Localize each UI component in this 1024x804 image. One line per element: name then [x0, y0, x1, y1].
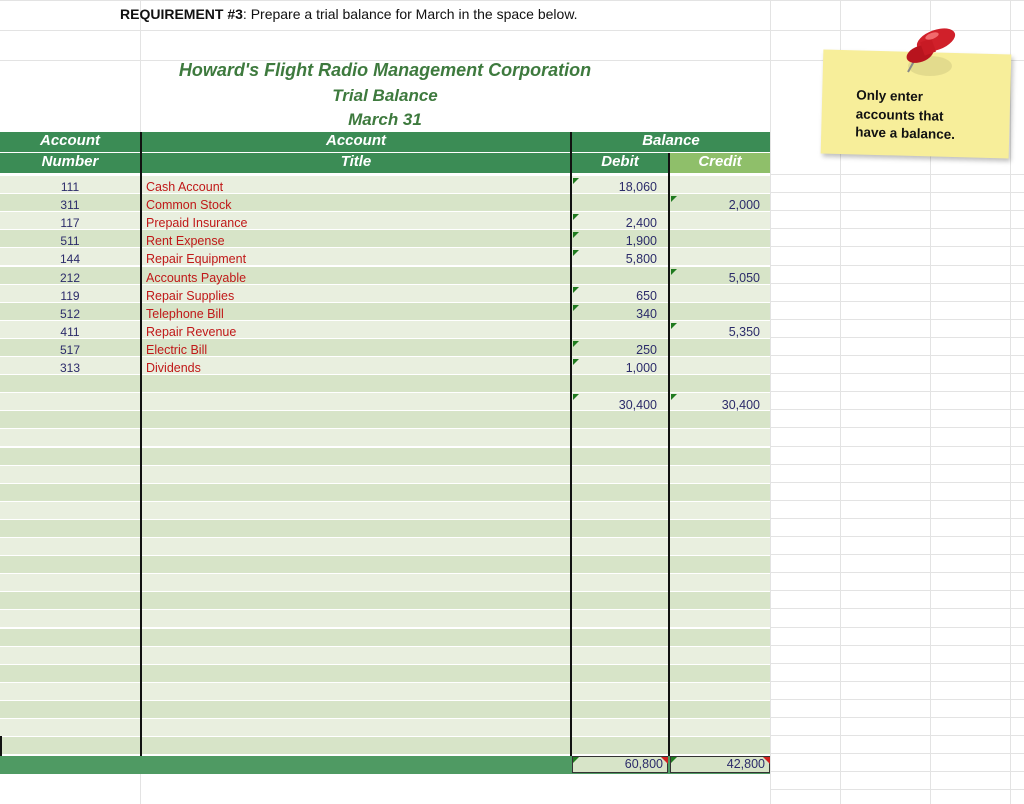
table-row-band[interactable] — [0, 520, 770, 537]
debit-cell[interactable]: 650 — [636, 288, 657, 303]
account-title-cell[interactable]: Repair Supplies — [146, 288, 235, 303]
comment-marker — [573, 359, 579, 365]
comment-marker — [573, 757, 579, 763]
comment-marker — [671, 394, 677, 400]
table-row-band[interactable] — [0, 574, 770, 591]
debit-cell[interactable]: 2,400 — [625, 216, 657, 231]
table-row-band[interactable] — [0, 375, 770, 392]
table-row-band[interactable] — [0, 194, 770, 211]
debit-total[interactable]: 60,800 — [572, 756, 668, 773]
comment-marker — [573, 178, 579, 184]
debit-subtotal[interactable]: 30,400 — [618, 398, 657, 412]
table-row-band[interactable] — [0, 701, 770, 718]
account-title-cell[interactable]: Rent Expense — [146, 234, 225, 249]
account-number-header-bottom: Number — [0, 153, 140, 173]
company-name: Howard's Flight Radio Management Corporation — [178, 60, 592, 80]
credit-header: Credit — [670, 153, 770, 173]
table-row-band[interactable] — [0, 267, 770, 284]
account-title-header-top: Account — [142, 132, 570, 152]
comment-marker — [573, 305, 579, 311]
debit-cell[interactable]: 340 — [636, 306, 657, 321]
account-title-cell[interactable]: Electric Bill — [146, 342, 208, 357]
table-row-band[interactable] — [0, 448, 770, 465]
note-line-2: accounts that — [855, 105, 944, 124]
column-divider — [570, 132, 572, 774]
account-number-cell[interactable]: 144 — [59, 252, 81, 267]
table-row-band[interactable] — [0, 610, 770, 627]
report-date: March 31 — [348, 110, 422, 129]
comment-marker — [573, 287, 579, 293]
error-marker — [763, 757, 770, 764]
account-number-cell[interactable]: 212 — [59, 270, 81, 285]
account-title-cell[interactable]: Repair Revenue — [146, 324, 237, 339]
requirement-text — [120, 6, 578, 22]
account-title-cell[interactable]: Telephone Bill — [146, 306, 224, 321]
credit-cell[interactable]: 5,050 — [728, 270, 760, 285]
table-row-band[interactable] — [0, 683, 770, 700]
credit-cell[interactable]: 5,350 — [728, 324, 760, 339]
account-number-cell[interactable]: 313 — [59, 361, 81, 375]
debit-cell[interactable]: 1,000 — [625, 361, 657, 375]
cell-cursor-edge — [0, 736, 2, 756]
credit-total[interactable]: 42,800 — [670, 756, 770, 773]
pushpin-icon — [890, 26, 970, 86]
table-row-band[interactable] — [0, 466, 770, 483]
comment-marker — [671, 757, 677, 763]
account-number-cell[interactable]: 511 — [60, 234, 80, 249]
debit-cell[interactable]: 5,800 — [625, 252, 657, 267]
account-title-cell[interactable]: Common Stock — [146, 198, 232, 213]
account-number-cell[interactable]: 111 — [60, 180, 80, 194]
comment-marker — [573, 341, 579, 347]
column-divider — [668, 153, 670, 774]
account-number-cell[interactable]: 517 — [59, 342, 81, 357]
sticky-note-text — [855, 86, 956, 144]
account-title-cell[interactable]: Dividends — [146, 361, 201, 375]
table-row-band[interactable] — [0, 629, 770, 646]
account-number-cell[interactable]: 311 — [60, 198, 80, 213]
comment-marker — [671, 196, 677, 202]
balance-header: Balance — [572, 132, 770, 152]
report-title: Trial Balance — [332, 86, 438, 105]
credit-cell[interactable]: 2,000 — [728, 198, 760, 213]
table-row-band[interactable] — [0, 538, 770, 555]
comment-marker — [573, 250, 579, 256]
account-title-cell[interactable]: Prepaid Insurance — [146, 216, 248, 231]
table-row-band[interactable] — [0, 592, 770, 609]
table-row-band[interactable] — [0, 502, 770, 519]
comment-marker — [671, 323, 677, 329]
account-number-cell[interactable]: 411 — [60, 324, 80, 339]
table-row-band[interactable] — [0, 556, 770, 573]
requirement-instruction: : Prepare a trial balance for March in the space below. — [242, 6, 578, 22]
account-title-header-bottom: Title — [142, 153, 570, 173]
comment-marker — [573, 214, 579, 220]
account-number-cell[interactable]: 117 — [60, 216, 80, 231]
table-row-band[interactable] — [0, 665, 770, 682]
comment-marker — [573, 232, 579, 238]
account-number-header-top: Account — [0, 132, 140, 152]
debit-cell[interactable]: 18,060 — [618, 180, 657, 194]
column-divider — [140, 132, 142, 774]
debit-header: Debit — [572, 153, 668, 173]
table-row-band[interactable] — [0, 411, 770, 428]
comment-marker — [671, 269, 677, 275]
account-title-cell[interactable]: Cash Account — [146, 180, 224, 194]
table-row-band[interactable] — [0, 484, 770, 501]
account-number-cell[interactable]: 512 — [59, 306, 81, 321]
table-row-band[interactable] — [0, 321, 770, 338]
table-row-band[interactable] — [0, 647, 770, 664]
credit-subtotal[interactable]: 30,400 — [721, 398, 760, 412]
table-row-band[interactable] — [0, 719, 770, 736]
account-title-cell[interactable]: Repair Equipment — [146, 252, 247, 267]
debit-cell[interactable]: 250 — [636, 342, 657, 357]
note-line-1: Only enter — [856, 87, 924, 105]
table-row-band[interactable] — [0, 429, 770, 446]
note-line-3: have a balance. — [855, 124, 956, 143]
comment-marker — [573, 394, 579, 400]
account-title-cell[interactable]: Accounts Payable — [146, 270, 247, 285]
debit-cell[interactable]: 1,900 — [625, 234, 657, 249]
error-marker — [661, 757, 668, 764]
requirement-label: REQUIREMENT #3 — [120, 6, 243, 22]
table-row-band[interactable] — [0, 737, 770, 754]
account-number-cell[interactable]: 119 — [60, 288, 80, 303]
